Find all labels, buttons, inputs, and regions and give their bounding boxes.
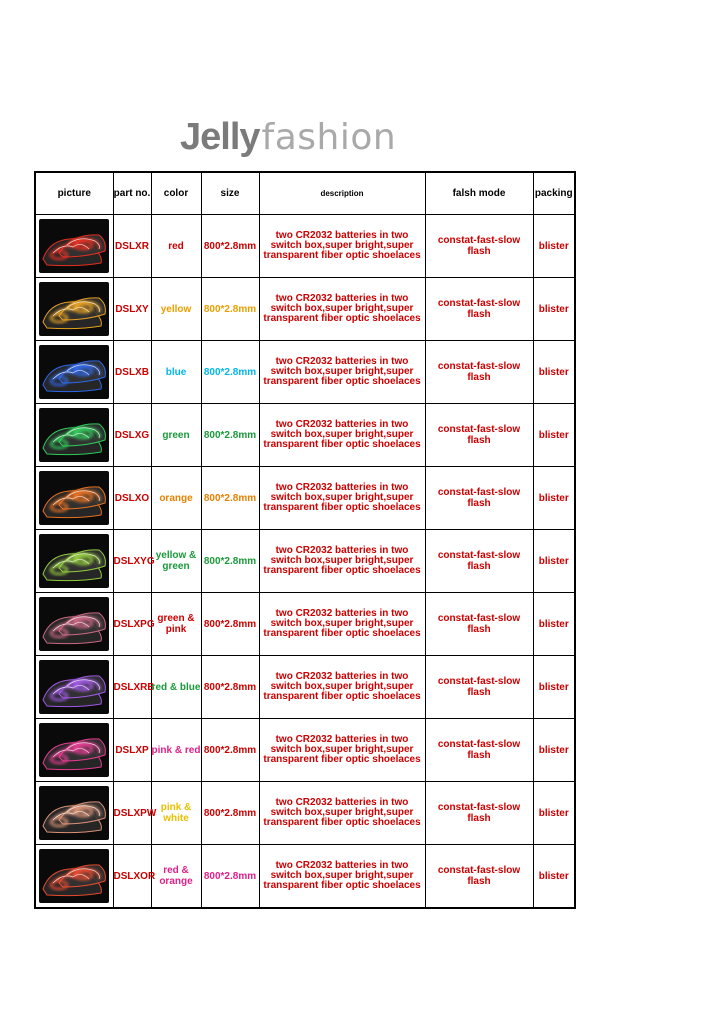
color-name: blue (151, 341, 201, 404)
flash-mode: constat-fast-slow flash (425, 215, 533, 278)
shoe-image (39, 219, 109, 273)
part-number: DSLXR (113, 215, 151, 278)
part-number: DSLXPW (113, 782, 151, 845)
part-number: DSLXYG (113, 530, 151, 593)
packing-type: blister (533, 593, 575, 656)
shoe-photo (35, 782, 113, 845)
shoe-image (39, 345, 109, 399)
table-row (35, 656, 575, 719)
color-name: red (151, 215, 201, 278)
part-number: DSLXG (113, 404, 151, 467)
flash-mode: constat-fast-slow flash (425, 593, 533, 656)
part-number: DSLXPG (113, 593, 151, 656)
size-value: 800*2.8mm (201, 278, 259, 341)
size-value: 800*2.8mm (201, 530, 259, 593)
part-number: DSLXB (113, 341, 151, 404)
shoe-photo (35, 845, 113, 909)
description-text: two CR2032 batteries in two switch box,super bright,super transparent fiber optic shoelaces (259, 467, 425, 530)
packing-type: blister (533, 404, 575, 467)
product-table (34, 171, 576, 909)
color-name: red & orange (151, 845, 201, 909)
table-row (35, 215, 575, 278)
shoe-photo (35, 341, 113, 404)
packing-type: blister (533, 530, 575, 593)
flash-mode: constat-fast-slow flash (425, 845, 533, 909)
flash-mode: constat-fast-slow flash (425, 530, 533, 593)
header-description: description (259, 172, 425, 215)
header-flash-mode: falsh mode (425, 172, 533, 215)
shoe-photo (35, 656, 113, 719)
header-size: size (201, 172, 259, 215)
color-name: green & pink (151, 593, 201, 656)
table-row (35, 593, 575, 656)
flash-mode: constat-fast-slow flash (425, 467, 533, 530)
part-number: DSLXP (113, 719, 151, 782)
size-value: 800*2.8mm (201, 593, 259, 656)
table-row (35, 719, 575, 782)
table-row (35, 404, 575, 467)
size-value: 800*2.8mm (201, 845, 259, 909)
table-row (35, 530, 575, 593)
part-number: DSLXO (113, 467, 151, 530)
header-packing: packing (533, 172, 575, 215)
shoe-image (39, 597, 109, 651)
header-color: color (151, 172, 201, 215)
flash-mode: constat-fast-slow flash (425, 341, 533, 404)
shoe-photo (35, 719, 113, 782)
packing-type: blister (533, 719, 575, 782)
header-part-no: part no. (113, 172, 151, 215)
part-number: DSLXY (113, 278, 151, 341)
shoe-image (39, 660, 109, 714)
size-value: 800*2.8mm (201, 215, 259, 278)
shoe-photo (35, 215, 113, 278)
description-text: two CR2032 batteries in two switch box,super bright,super transparent fiber optic shoelaces (259, 530, 425, 593)
color-name: yellow & green (151, 530, 201, 593)
packing-type: blister (533, 782, 575, 845)
part-number: DSLXOR (113, 845, 151, 909)
description-text: two CR2032 batteries in two switch box,super bright,super transparent fiber optic shoelaces (259, 404, 425, 467)
table-row (35, 278, 575, 341)
shoe-image (39, 849, 109, 903)
packing-type: blister (533, 215, 575, 278)
packing-type: blister (533, 278, 575, 341)
size-value: 800*2.8mm (201, 656, 259, 719)
description-text: two CR2032 batteries in two switch box,super bright,super transparent fiber optic shoelaces (259, 215, 425, 278)
flash-mode: constat-fast-slow flash (425, 404, 533, 467)
packing-type: blister (533, 467, 575, 530)
packing-type: blister (533, 656, 575, 719)
flash-mode: constat-fast-slow flash (425, 719, 533, 782)
color-name: orange (151, 467, 201, 530)
logo-thin-text: fashion (261, 117, 397, 158)
description-text: two CR2032 batteries in two switch box,super bright,super transparent fiber optic shoelaces (259, 341, 425, 404)
part-number: DSLXRB (113, 656, 151, 719)
size-value: 800*2.8mm (201, 782, 259, 845)
packing-type: blister (533, 845, 575, 909)
header-row (35, 172, 575, 215)
shoe-image (39, 282, 109, 336)
description-text: two CR2032 batteries in two switch box,super bright,super transparent fiber optic shoelaces (259, 782, 425, 845)
table-row (35, 782, 575, 845)
description-text: two CR2032 batteries in two switch box,super bright,super transparent fiber optic shoelaces (259, 593, 425, 656)
shoe-photo (35, 278, 113, 341)
shoe-photo (35, 593, 113, 656)
color-name: pink & red (151, 719, 201, 782)
shoe-image (39, 471, 109, 525)
description-text: two CR2032 batteries in two switch box,super bright,super transparent fiber optic shoelaces (259, 278, 425, 341)
shoe-image (39, 408, 109, 462)
flash-mode: constat-fast-slow flash (425, 278, 533, 341)
shoe-image (39, 786, 109, 840)
size-value: 800*2.8mm (201, 404, 259, 467)
shoe-photo (35, 467, 113, 530)
jellyfashion-logo (180, 112, 396, 156)
color-name: pink & white (151, 782, 201, 845)
flash-mode: constat-fast-slow flash (425, 782, 533, 845)
packing-type: blister (533, 341, 575, 404)
shoe-photo (35, 530, 113, 593)
logo-bold-text: Jelly (180, 116, 260, 158)
flash-mode: constat-fast-slow flash (425, 656, 533, 719)
shoe-image (39, 723, 109, 777)
description-text: two CR2032 batteries in two switch box,super bright,super transparent fiber optic shoelaces (259, 719, 425, 782)
color-name: green (151, 404, 201, 467)
size-value: 800*2.8mm (201, 719, 259, 782)
description-text: two CR2032 batteries in two switch box,super bright,super transparent fiber optic shoelaces (259, 845, 425, 909)
shoe-photo (35, 404, 113, 467)
table-row (35, 467, 575, 530)
header-picture: picture (35, 172, 113, 215)
shoe-image (39, 534, 109, 588)
color-name: yellow (151, 278, 201, 341)
description-text: two CR2032 batteries in two switch box,super bright,super transparent fiber optic shoelaces (259, 656, 425, 719)
size-value: 800*2.8mm (201, 341, 259, 404)
color-name: red & blue (151, 656, 201, 719)
table-row (35, 341, 575, 404)
table-row (35, 845, 575, 909)
size-value: 800*2.8mm (201, 467, 259, 530)
